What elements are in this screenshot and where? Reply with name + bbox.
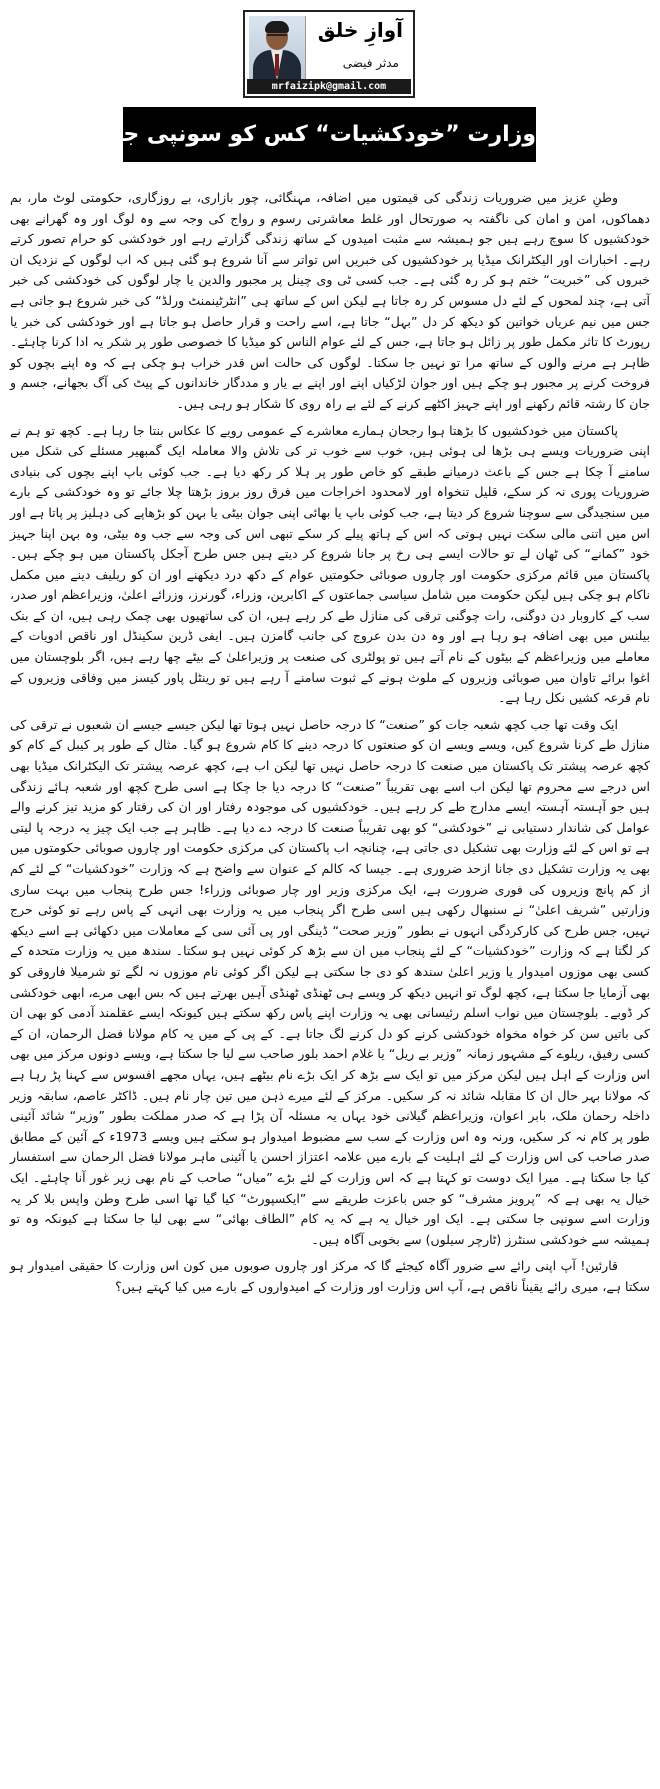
paragraph-3: ایک وقت تھا جب کچھ شعبہ جات کو ”صنعت“ کا درجہ حاصل نہیں ہوتا تھا لیکن جیسے جیسے ان شعبوں نے ترقی کی منازل طے کرنا شروع کیں، ویسے ویسے ان کو صنعتوں کا درجہ دینے کا کام شروع ہو گیا۔ مثال کے طور پر کیبل کے کام کو کچھ عرصہ پیشتر تک پاکستان میں صنعت کا درجہ حاصل نہیں تھا لیکن اب ہے، کچھ عرصہ پیشتر تک الیکٹرانک میڈیا بھی اس درجے سے محروم تھا لیکن اب اسے بھی تقریباً ”صنعت“ کا درجہ دیا جا چکا ہے اسی طرح کچھ اور شعبہ ہائے زندگی ہیں جو آہستہ آہستہ ایسے مدارج طے کر رہے ہیں۔ خودکشیوں کی موجودہ رفتار اور ان کی رفتار کو مزید تیز کرنے والے عوامل کی شاندار دستیابی نے ”خودکشی“ کو بھی تقریباً صنعت کا درجہ دے دیا ہے۔ ظاہر ہے جب ایک چیز یہ درجہ پا لیتی ہے تو اس کے لئے وزارت بھی تشکیل دی جاتی ہے، چنانچہ اب پاکستان کی مرکزی حکومت اور چاروں صوبائی حکومتوں میں بھی یہ وزارت تشکیل دی جانا ازحد ضروری ہے۔ جیسا کہ کالم کے عنوان سے واضح ہے کہ وزارت ”خودکشیات“ کے لئے کم از کم پانچ وزیروں کی فوری ضرورت ہے، ایک مرکزی وزیر اور چار صوبائی وزراء! جس طرح پنجاب میں بہت ساری وزارتیں ”شریف اعلیٰ“ نے سنبھال رکھی ہیں اسی طرح اگر پنجاب میں یہ وزارت بھی انہی کے پاس رہے تو کوئی حرج نہیں، جس طرح کی کارکردگی انہوں نے بطور ”وزیر صحت“ ڈینگی اور پی آئی سی کے معاملات میں دکھائی ہے اسے دیکھ کر لگتا ہے کہ وزارت ”خودکشیات“ کے لئے پنجاب میں ان سے بڑھ کر کوئی نہیں ہو سکتا۔ سندھ میں یہ وزارت متحدہ کے کسی بھی موزوں امیدوار یا وزیر اعلیٰ سندھ کو دی جا سکتی ہے لیکن اگر کوئی نام موزوں نہ لگے تو شرمیلا فاروقی کو بھی آزمایا جا سکتا ہے، کچھ لوگ تو انہیں دیکھ کر ویسے ہی ٹھنڈی ٹھنڈی آہیں بھرتے ہیں کہ بس ابھی مرے، ابھی خودکشی کر ڈوبے۔ بلوچستان میں نواب اسلم رئیسانی بھی یہ وزارت اپنے پاس رکھ سکتے ہیں کیونکہ ایسے عقلمند آدمی کو بھی ان کی باتیں سن کر خواہ مخواہ خودکشی کرنے کو دل کرنے لگ جاتا ہے۔ کے پی کے میں یہ کام مولانا فضل الرحمان، ان کے کسی رفیق، ریلوے کے مشہور زمانہ ”وزیر بے ریل“ یا غلام احمد بلور صاحب سے لیا جا سکتا ہے، ویسے دونوں مرکز میں بھی اس وزارت کے اہل ہیں لیکن مرکز میں تو ایک سے بڑھ کر ایک بڑے نام بیٹھے ہیں، یہاں مجھے افسوس سے کہنا پڑ رہا ہے کہ مولانا بہر حال ان کا مقابلہ شائد نہ کر سکیں۔ مرکز کے لئے میرے ذہن میں تین چار نام ہیں۔ ڈاکٹر عاصم، سابقہ وزیر داخلہ رحمان ملک، بابر اعوان، وزیراعظم گیلانی خود یہاں یہ مسئلہ آن پڑا ہے کہ صدر مملکت بطور ”وزیر“ شائد آئینی طور پر کام نہ کر سکیں، ورنہ وہ اس وزارت کے سب سے مضبوط امیدوار ہو سکتے ہیں ویسے 1973ء کے آئین کے مطابق صدر صاحب کی اس وزارت کے لئے اہلیت کے بارے میں علامہ اعتزاز احسن یا آئینی ماہر مولانا فضل الرحمان سے استفسار کیا جا سکتا ہے۔ میرا ایک دوست تو کہتا ہے کہ اس وزارت کے لئے بڑے ”میاں“ صاحب کے نام بھی زیر غور آنا چاہئے۔ ایک خیال یہ بھی ہے کہ ”پرویز مشرف“ کو جس باعزت طریقے سے ”ایکسپورٹ“ کیا گیا تھا اسی طرح وطن واپس بلا کر یہ وزارت اسے سونپی جا سکتی ہے۔ ایک اور خیال یہ ہے کہ یہ کام ”الطاف بھائی“ سے بھی لیا جا سکتا ہے کیونکہ وہ تو ہمیشہ سے خودکشی سنٹرز (ٹارچر سیلوں) سے بخوبی آگاہ ہیں۔ [10,716,650,1247]
author-photo [249,16,306,80]
author-name: مدثر فیضی [342,56,399,70]
column-header [243,10,415,98]
paragraph-1: وطنِ عزیز میں ضروریات زندگی کی قیمتوں میں اضافہ، مہنگائی، چور بازاری، بے روزگاری، حکومتی لوٹ مار، بم دھماکوں، امن و امان کی ناگفتہ بہ صورتحال اور غلط معاشرتی رسوم و رواج کی وجہ سے وہ لوگ اور وہ گھرانے بھی خودکشیوں کا سوچ رہے ہیں جو ہمیشہ سے مثبت امیدوں کے ساتھ زندگی گزارتے رہے اور خودکشی کو حرام تصور کرتے رہے۔ اخبارات اور الیکٹرانک میڈیا پر خودکشیوں کی خبریں اس تواتر سے آنا شروع ہو گئی ہیں کہ اب لوگوں کے نزدیک ان خبروں کی ”خبریت“ ختم ہو کر رہ گئی ہے۔ جب کسی ٹی وی چینل پر مجبور والدین یا چار لوگوں کی خودکشی کی خبر آتی ہے، چند لمحوں کے لئے دل مسوس کر رہ جاتا ہے لیکن اس کے ساتھ ہی ”انٹرٹینمنٹ ورلڈ“ کی خبر شروع ہو جاتی ہے جس میں نیم عریاں خواتین کو دیکھ کر دل ”بہل“ جاتا ہے، اسے راحت و قرار حاصل ہو جاتا ہے اور خودکشی کی خبر یا رپورٹ کا تاثر مکمل طور پر زائل ہو جاتا ہے، جس کے لئے عوام الناس کو میڈیا کا خصوصی طور پر شکر یہ ادا کرنا چاہئے۔ ظاہر ہے مرنے والوں کے ساتھ مرا تو نہیں جا سکتا۔ لوگوں کی حالت اس قدر خراب ہو چکی ہے کہ وہ اپنے بچوں کو فروخت کرنے پر مجبور ہو چکے ہیں اور جوان لڑکیاں اپنے اور اپنے بے یار و مددگار خاندانوں کے پیٹ کی آگ بجھانے، جسم و جان کا رشتہ قائم رکھنے اور اپنے جہیز اکٹھے کرنے کے لئے بے راہ روی کا شکار ہو رہی ہیں۔ [10,190,650,411]
author-email: mrfaizipk@gmail.com [247,79,411,94]
author-photo-hair [265,21,289,33]
paragraph-4: قارئین! آپ اپنی رائے سے ضرور آگاہ کیجئے گا کہ مرکز اور چاروں صوبوں میں کون اس وزارت کا حقیقی امیدوار ہو سکتا ہے، میری رائے یقیناً ناقص ہے، آپ اس وزارت اور وزارت کے امیدواروں کے بارے میں کیا کہتے ہیں؟ [10,1258,650,1294]
author-photo-glasses [267,34,287,40]
article-body [10,188,650,1778]
column-name: آوازِ خلق [317,18,403,42]
author-photo-tie [275,54,279,76]
article-headline: وزارت ”خودکشیات“ کس کو سونپی جائے......؟ [123,107,536,162]
paragraph-2: پاکستان میں خودکشیوں کا بڑھتا ہوا رجحان ہمارے معاشرے کے عمومی رویے کا عکاس بنتا جا رہا ہے۔ کچھ تو ہم نے اپنی ضروریات ویسے ہی بڑھا لی ہوئی ہیں، خوب سے خوب تر کی تلاش والا معاملہ ایک گمبھیر مسئلے کی شکل میں سامنے آ چکا ہے جس کے باعث درمیانے طبقے کو خاص طور پر ہلا کر رکھ دیا ہے۔ جب کوئی باپ اپنے بچوں کی بنیادی ضروریات پوری نہ کر سکے، قلیل تنخواہ اور لامحدود اخراجات میں فرق روز بروز بڑھتا چلا جائے تو وہ خودکشی کے بارے میں سنجیدگی سے سوچنا شروع کر دیتا ہے، جب کوئی باپ یا بھائی اپنی جوان بیٹی یا بہن کو بڑھاپے کی دہلیز پر پاتا ہے اور اس میں اتنی مالی سکت نہیں ہوتی کہ اس کے ہاتھ پیلے کر سکے تبھی اس کی وجہ سے جب وہ بیٹی، وہ بہن اپنا جہیز خود ”کمانے“ کی ٹھان لے تو حالات ایسے ہی رخ پر جانا شروع کر دیتے ہیں جس طرح آجکل پاکستان میں ہو چکے ہیں۔ پاکستان میں قائم مرکزی حکومت اور چاروں صوبائی حکومتیں عوام کے دکھ درد دیکھنے اور ان کو ریلیف دینے میں مکمل ناکام ہو چکی ہیں لیکن حکومت میں شامل سیاسی جماعتوں کے اکابرین، وزراء، گورنرز، وزرائے اعلیٰ، وزیراعظم اور صدر، سب کے کاروبار دن دوگنی، رات چوگنی ترقی کی منازل طے کر رہے ہیں، ان کی ساتھیوں بھی چمک رہی ہیں، ان کے بنک بیلنس میں بھی اضافہ ہو رہا ہے اور وہ دن بدن عروج کی جانب گامزن ہیں۔ ایفی ڈرین سکینڈل اور ناقص ادویات کے معاملے میں وزیراعظم کے بیٹوں کے نام آتے ہیں تو پولٹری کی صنعت پر وزیراعلیٰ کے بیٹے چھا رہے ہیں، اگر بلوچستان میں اغوا برائے تاوان میں صوبائی وزیروں کے ملوث ہونے کے ثبوت سامنے آ رہے ہیں تو رینٹل پاور کیسز میں وفاقی وزیروں کے نام قرعہ کشیں نکل رہا ہے۔ [10,422,650,706]
